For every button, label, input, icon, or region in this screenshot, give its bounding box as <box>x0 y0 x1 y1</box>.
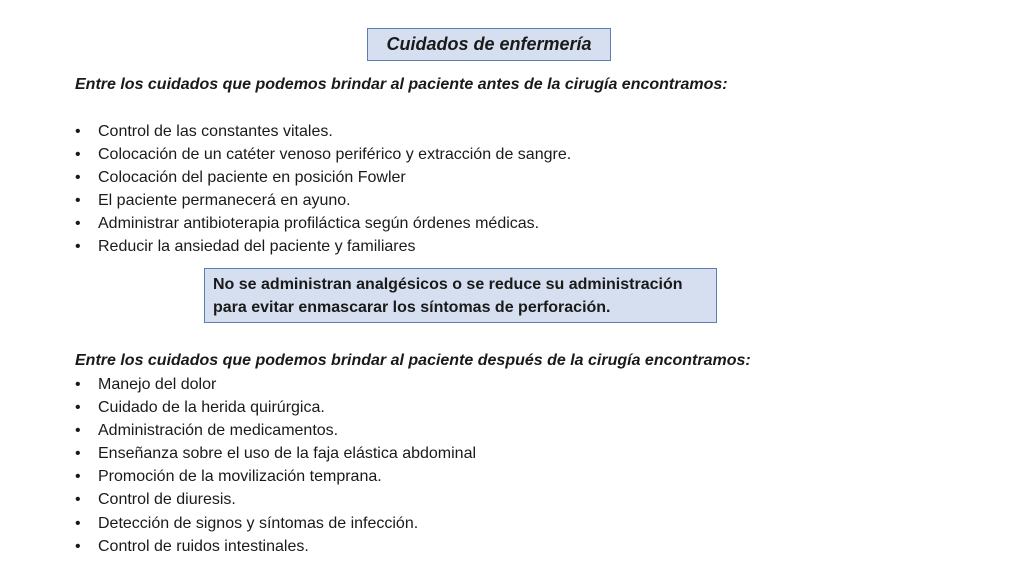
bullet-icon: • <box>75 422 81 440</box>
list-item-text: Manejo del dolor <box>98 376 217 393</box>
analgesic-note-box <box>204 268 717 323</box>
list-item-text: El paciente permanecerá en ayuno. <box>98 192 351 210</box>
list-item <box>75 143 571 166</box>
list-item <box>75 488 476 511</box>
list-item-text: Colocación de un catéter venoso periférico y extracción de sangre. <box>98 146 572 164</box>
list-item-text: Control de las constantes vitales. <box>98 123 333 140</box>
list-item-text: Detección de signos y síntomas de infección. <box>98 514 419 532</box>
list-item-text: Cuidado de la herida quirúrgica. <box>98 399 325 417</box>
bullet-icon: • <box>75 146 81 164</box>
list-item <box>75 235 571 258</box>
list-item <box>75 212 571 235</box>
list-item-text: Reducir la ansiedad del paciente y familiares <box>98 238 416 256</box>
list-item-text: Colocación del paciente en posición Fowler <box>98 169 406 187</box>
bullet-icon: • <box>75 192 81 210</box>
list-item-text: Enseñanza sobre el uso de la faja elástica abdominal <box>98 445 477 463</box>
list-item-text: Control de ruidos intestinales. <box>98 537 309 555</box>
bullet-icon: • <box>75 537 81 555</box>
bullet-icon: • <box>75 238 81 256</box>
list-item <box>75 442 476 465</box>
list-item <box>75 189 571 212</box>
bullet-icon: • <box>75 445 81 463</box>
pre-surgery-intro: Entre los cuidados que podemos brindar al paciente antes de la cirugía encontramos: <box>75 76 728 93</box>
bullet-icon: • <box>75 215 81 233</box>
list-item <box>75 120 571 143</box>
list-item <box>75 373 476 396</box>
bullet-icon: • <box>75 491 81 509</box>
bullet-icon: • <box>75 376 81 393</box>
bullet-icon: • <box>75 169 81 187</box>
bullet-icon: • <box>75 123 81 140</box>
list-item <box>75 465 476 488</box>
pre-surgery-list <box>75 120 571 259</box>
list-item <box>75 419 476 442</box>
list-item-text: Administrar antibioterapia profiláctica según órdenes médicas. <box>98 215 540 233</box>
list-item <box>75 535 476 558</box>
list-item <box>75 166 571 189</box>
post-surgery-intro: Entre los cuidados que podemos brindar al paciente después de la cirugía encontramos: <box>75 352 751 369</box>
bullet-icon: • <box>75 514 81 532</box>
list-item-text: Promoción de la movilización temprana. <box>98 468 382 486</box>
note-line-1: No se administran analgésicos o se reduce su administración <box>213 276 683 293</box>
bullet-icon: • <box>75 399 81 417</box>
list-item-text: Administración de medicamentos. <box>98 422 339 440</box>
post-surgery-list <box>75 373 476 558</box>
list-item-text: Control de diuresis. <box>98 491 236 509</box>
slide-title: Cuidados de enfermería <box>367 28 611 61</box>
list-item <box>75 396 476 419</box>
list-item <box>75 512 476 535</box>
bullet-icon: • <box>75 468 81 486</box>
note-line-2: para evitar enmascarar los síntomas de perforación. <box>213 299 611 316</box>
